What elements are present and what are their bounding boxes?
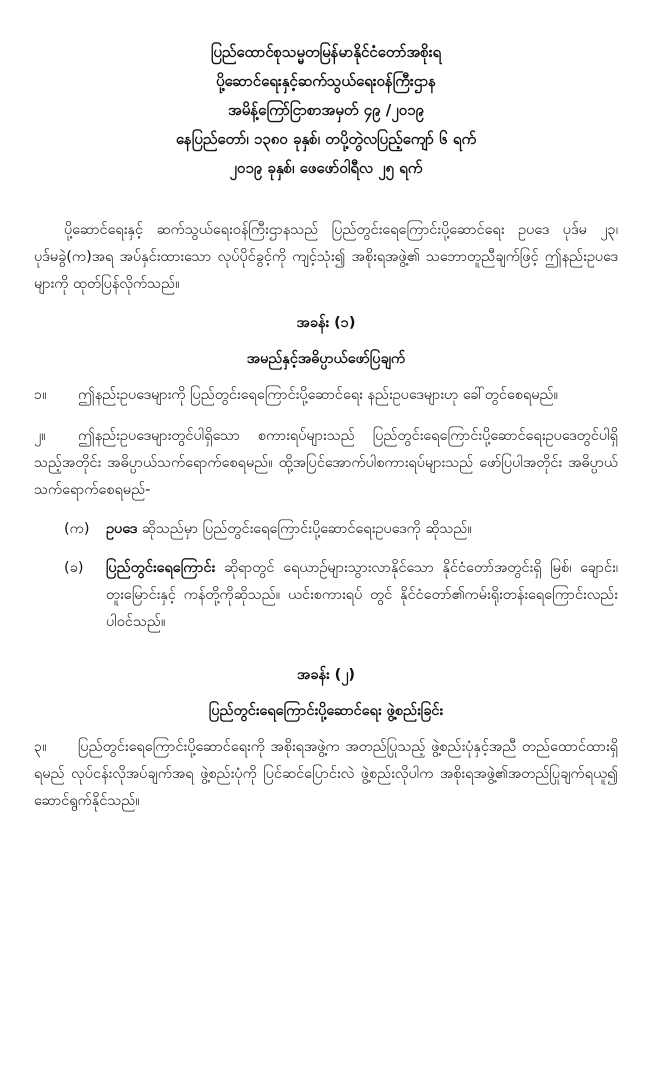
definition-label: (က)	[64, 521, 90, 537]
section-1	[34, 382, 618, 409]
section-3	[34, 734, 618, 815]
section-2	[34, 423, 618, 504]
header-ministry: ပို့ဆောင်ရေးနှင့်ဆက်သွယ်ရေးဝန်ကြီးဌာန	[216, 72, 436, 90]
definition-term: ပြည်တွင်းရေကြောင်း	[106, 560, 216, 576]
section-number: ၁။	[34, 387, 47, 403]
definition-text: ဆိုသည်မှာ ပြည်တွင်းရေကြောင်းပို့ဆောင်ရေးဥပဒေကို ဆိုသည်။	[137, 521, 472, 537]
definition-ka	[64, 516, 618, 543]
document-header	[34, 38, 618, 183]
section-text: ဤနည်းဥပဒေများတွင်ပါရှိသော စကားရပ်များသည် ပြည်တွင်းရေကြောင်းပို့ဆောင်ရေးဥပဒေတွင်ပါရှိသည့်အတိုင်း အဓိပ္ပာယ်သက်ရောက်စေရမည်။ ထို့အပြင်အောက်ပါစကားရပ်များသည် ဖော်ပြပါအတိုင်း အဓိပ္ပာယ်သက်ရောက်စေရမည်-	[34, 428, 618, 498]
header-notification-number: အမိန့်ကြော်ငြာစာအမှတ် ၄၉ /၂၀၁၉	[228, 101, 424, 119]
definition-text: ဆိုရာတွင် ရေယာဉ်များသွားလာနိုင်သော နိုင်ငံတော်အတွင်းရှိ မြစ်၊ ချောင်း၊ တူးမြောင်းနှင့် ကန်တို့ကိုဆိုသည်။ ယင်းစကားရပ် တွင် နိုင်ငံတော်၏ကမ်းရိုးတန်းရေကြောင်းလည်း ပါဝင်သည်။	[106, 560, 618, 630]
section-number: ၃။	[34, 739, 47, 755]
section-text: ဤနည်းဥပဒေများကို ပြည်တွင်းရေကြောင်းပို့ဆောင်ရေး နည်းဥပဒေများဟု ခေါ်တွင်စေရမည်။	[78, 387, 559, 403]
chapter-1-number: အခန်း (၁)	[296, 315, 356, 331]
intro-paragraph: ပို့ဆောင်ရေးနှင့် ဆက်သွယ်ရေးဝန်ကြီးဌာနသည် ပြည်တွင်းရေကြောင်းပို့ဆောင်ရေး ဥပဒေ ပုဒ်မ ၂၃၊ ပုဒ်မခွဲ(က)အရ အပ်နှင်းထားသော လုပ်ပိုင်ခွင့်ကို ကျင့်သုံး၍ အစိုးရအဖွဲ့၏ သဘောတူညီချက်ဖြင့် ဤနည်းဥပဒေများကို ထုတ်ပြန်လိုက်သည်။	[34, 222, 618, 292]
definition-term: ဥပဒေ	[106, 521, 138, 537]
header-myanmar-date: နေပြည်တော်၊ ၁၃၈၀ ခုနှစ်၊ တပို့တွဲလပြည့်ကျော် ၆ ရက်	[175, 130, 477, 148]
definition-label: (ခ)	[64, 560, 84, 576]
header-government: ပြည်ထောင်စုသမ္မတမြန်မာနိုင်ငံတော်အစိုးရ	[210, 43, 442, 61]
chapter-2-title: ပြည်တွင်းရေကြောင်းပို့ဆောင်ရေး ဖွဲ့စည်းခြင်း	[208, 703, 444, 719]
definition-kha	[64, 555, 618, 636]
header-gregorian-date: ၂၀၁၉ ခုနှစ်၊ ဖေဖော်ဝါရီလ ၂၅ ရက်	[229, 159, 423, 177]
section-text: ပြည်တွင်းရေကြောင်းပို့ဆောင်ရေးကို အစိုးရအဖွဲ့က အတည်ပြုသည့် ဖွဲ့စည်းပုံနှင့်အညီ တည်ထောင်ထားရှိရမည် လုပ်ငန်းလိုအပ်ချက်အရ ဖွဲ့စည်းပုံကို ပြင်ဆင်ပြောင်းလဲ ဖွဲ့စည်းလိုပါက အစိုးရအဖွဲ့၏အတည်ပြုချက်ရယူ၍ ဆောင်ရွက်နိုင်သည်။	[34, 739, 618, 809]
chapter-1-title: အမည်နှင့်အဓိပ္ပာယ်ဖော်ပြချက်	[246, 351, 406, 367]
chapter-2-number: အခန်း (၂)	[296, 667, 356, 683]
section-number: ၂။	[34, 428, 46, 444]
